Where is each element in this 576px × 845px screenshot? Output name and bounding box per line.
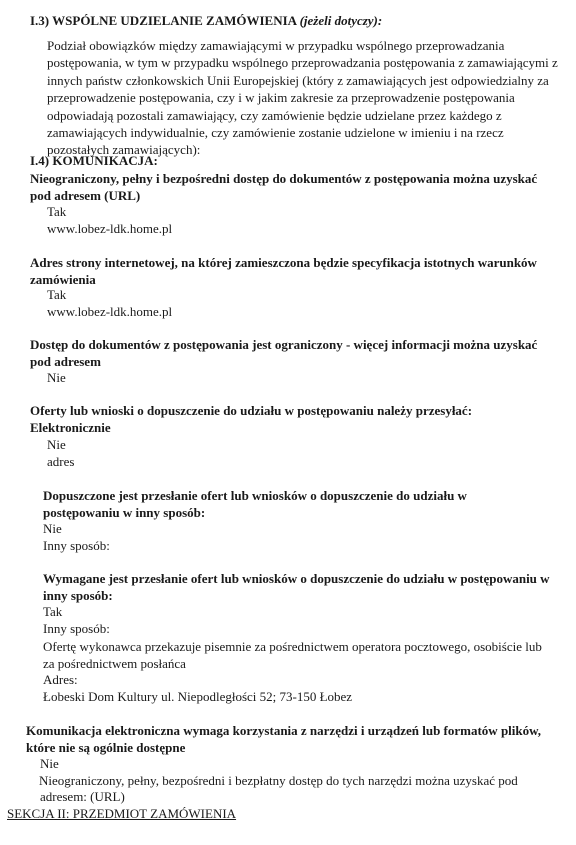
q6-address: Łobeski Dom Kultury ul. Niepodległości 52; 73-150 Łobez	[43, 689, 353, 704]
q7-access-text: Nieograniczony, pełny, bezpośredni i bezpłatny dostęp do tych narzędzi można uzyskać pod adresem: (URL)	[39, 773, 518, 804]
q5-label: Inny sposób:	[43, 538, 110, 553]
section-i3-heading	[30, 13, 550, 29]
q4-label: adres	[47, 454, 75, 469]
q7-answer: Nie	[40, 756, 59, 771]
q5-question: Dopuszczone jest przesłanie ofert lub wniosków o dopuszczenie do udziału w postępowaniu w inny sposób:	[43, 488, 467, 520]
q5-answer: Nie	[43, 521, 62, 536]
q1-url: www.lobez-ldk.home.pl	[47, 221, 173, 236]
section-ii-title: SEKCJA II: PRZEDMIOT ZAMÓWIENIA	[7, 806, 237, 821]
section-i3-title: I.3) WSPÓLNE UDZIELANIE ZAMÓWIENIA	[30, 13, 297, 28]
q6-address-label: Adres:	[43, 672, 78, 687]
q4-answer: Nie	[47, 437, 66, 452]
section-i3-title-suffix: (jeżeli dotyczy):	[299, 13, 383, 28]
q2-url: www.lobez-ldk.home.pl	[47, 304, 173, 319]
q4-question: Oferty lub wnioski o dopuszczenie do udziału w postępowaniu należy przesyłać:	[30, 403, 473, 418]
q2-question: Adres strony internetowej, na której zamieszczona będzie specyfikacja istotnych warunków zamówienia	[30, 255, 537, 287]
q1-answer: Tak	[47, 204, 67, 219]
q7-question: Komunikacja elektroniczna wymaga korzystania z narzędzi i urządzeń lub formatów plików, które nie są ogólnie dostępne	[26, 723, 542, 755]
q6-method: Ofertę wykonawca przekazuje pisemnie za pośrednictwem operatora pocztowego, osobiście lub za pośrednictwem posłańca	[43, 639, 542, 671]
q3-question: Dostęp do dokumentów z postępowania jest ograniczony - więcej informacji można uzyskać pod adresem	[30, 337, 538, 369]
q6-label: Inny sposób:	[43, 621, 110, 636]
q4-subtitle: Elektronicznie	[30, 420, 111, 435]
q6-answer: Tak	[43, 604, 63, 619]
section-i3-body: Podział obowiązków między zamawiającymi w przypadku wspólnego przeprowadzania postępowania, w tym w przypadku wspólnego przeprowadzania postępowania z zamawiającymi z innych państw członkowskich Unii Europejskiej (który z zamawiających jest odpowiedzialny za przeprowadzenie postępowania, czy i w jakim zakresie za przeprowadzenie postępowania odpowiadają pozostali zamawiający, czy zamówienie będzie udzielane przez każdego z zamawiających indywidualnie, czy zamówienie zostanie udzielone w imieniu i na rzecz pozostałych zamawiających):	[47, 38, 558, 158]
section-i4-title: I.4) KOMUNIKACJA:	[30, 153, 158, 168]
q6-question: Wymagane jest przesłanie ofert lub wniosków o dopuszczenie do udziału w postępowaniu w inny sposób:	[43, 571, 550, 603]
q2-answer: Tak	[47, 287, 67, 302]
q3-answer: Nie	[47, 370, 66, 385]
q1-question: Nieograniczony, pełny i bezpośredni dostęp do dokumentów z postępowania można uzyskać pod adresem (URL)	[30, 171, 538, 203]
